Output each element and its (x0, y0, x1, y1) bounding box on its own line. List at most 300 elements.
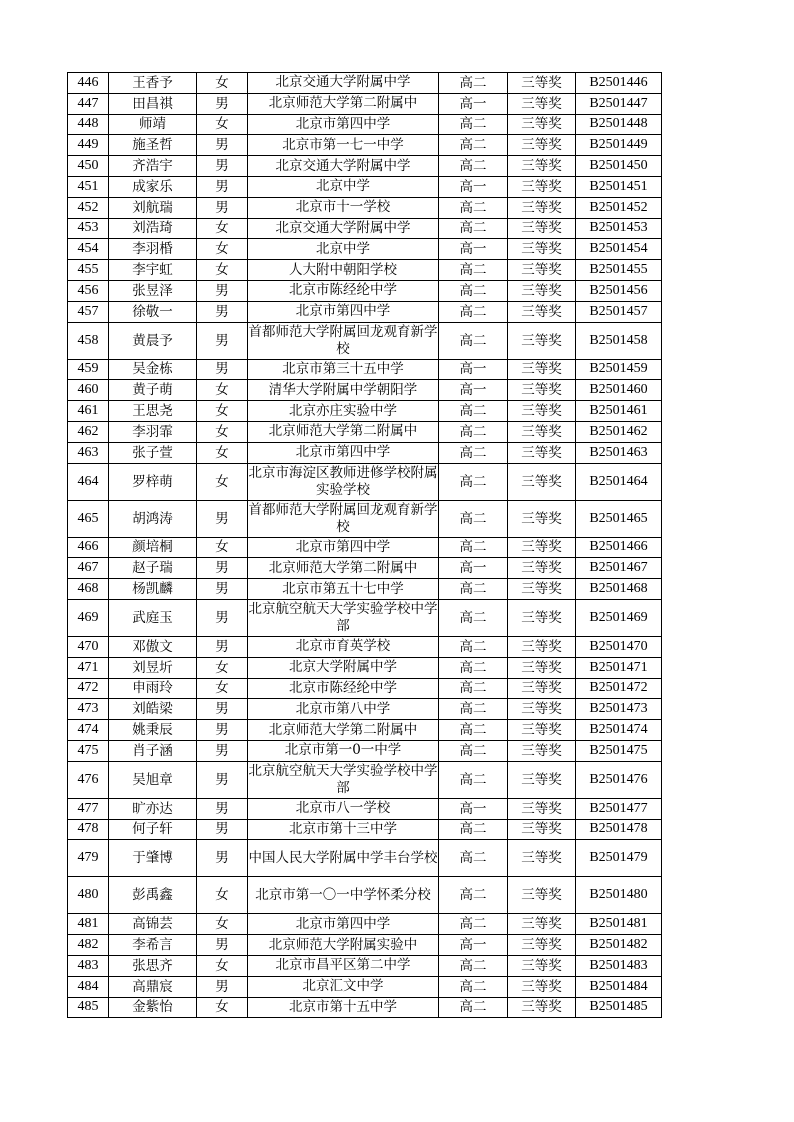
school-cell: 北京市第四中学 (248, 442, 439, 463)
school-cell: 北京师范大学第二附属中 (248, 421, 439, 442)
certificate-number-cell: B2501454 (576, 239, 662, 260)
table-row (68, 599, 662, 636)
name-cell: 黄子萌 (109, 380, 197, 401)
school-cell: 北京大学附属中学 (248, 657, 439, 678)
award-cell: 三等奖 (508, 720, 576, 741)
school-cell: 人大附中朝阳学校 (248, 260, 439, 281)
table-row (68, 579, 662, 600)
grade-cell: 高二 (439, 720, 508, 741)
table-row (68, 280, 662, 301)
name-cell: 颜培桐 (109, 537, 197, 558)
name-cell: 彭禹鑫 (109, 877, 197, 914)
award-cell: 三等奖 (508, 197, 576, 218)
certificate-number-cell: B2501453 (576, 218, 662, 239)
certificate-number-cell: B2501462 (576, 421, 662, 442)
gender-cell: 男 (197, 322, 248, 359)
grade-cell: 高二 (439, 740, 508, 761)
award-cell: 三等奖 (508, 93, 576, 114)
award-cell: 三等奖 (508, 678, 576, 699)
gender-cell: 男 (197, 935, 248, 956)
school-cell: 北京市第四中学 (248, 914, 439, 935)
grade-cell: 高二 (439, 322, 508, 359)
school-cell: 北京市育英学校 (248, 636, 439, 657)
name-cell: 李羽霏 (109, 421, 197, 442)
table-row (68, 359, 662, 380)
no-cell: 462 (68, 421, 109, 442)
gender-cell: 女 (197, 997, 248, 1018)
no-cell: 460 (68, 380, 109, 401)
table-row (68, 421, 662, 442)
award-cell: 三等奖 (508, 135, 576, 156)
name-cell: 刘浩琦 (109, 218, 197, 239)
table-row (68, 819, 662, 840)
school-cell: 北京市陈经纶中学 (248, 280, 439, 301)
table-row (68, 997, 662, 1018)
gender-cell: 女 (197, 442, 248, 463)
name-cell: 杨凯麟 (109, 579, 197, 600)
no-cell: 479 (68, 840, 109, 877)
gender-cell: 男 (197, 176, 248, 197)
grade-cell: 高一 (439, 798, 508, 819)
award-cell: 三等奖 (508, 280, 576, 301)
grade-cell: 高二 (439, 997, 508, 1018)
table-row (68, 840, 662, 877)
no-cell: 475 (68, 740, 109, 761)
award-cell: 三等奖 (508, 558, 576, 579)
table-row (68, 976, 662, 997)
name-cell: 张昱泽 (109, 280, 197, 301)
award-cell: 三等奖 (508, 840, 576, 877)
table-row (68, 678, 662, 699)
certificate-number-cell: B2501471 (576, 657, 662, 678)
grade-cell: 高二 (439, 301, 508, 322)
award-cell: 三等奖 (508, 914, 576, 935)
name-cell: 师靖 (109, 114, 197, 135)
gender-cell: 女 (197, 114, 248, 135)
award-cell: 三等奖 (508, 322, 576, 359)
school-cell: 北京交通大学附属中学 (248, 218, 439, 239)
table-row (68, 301, 662, 322)
gender-cell: 女 (197, 260, 248, 281)
table-row (68, 322, 662, 359)
gender-cell: 男 (197, 93, 248, 114)
no-cell: 482 (68, 935, 109, 956)
name-cell: 胡鸿涛 (109, 500, 197, 537)
certificate-number-cell: B2501472 (576, 678, 662, 699)
award-cell: 三等奖 (508, 761, 576, 798)
no-cell: 478 (68, 819, 109, 840)
certificate-number-cell: B2501459 (576, 359, 662, 380)
gender-cell: 男 (197, 798, 248, 819)
table-row (68, 914, 662, 935)
gender-cell: 女 (197, 380, 248, 401)
award-cell: 三等奖 (508, 218, 576, 239)
no-cell: 463 (68, 442, 109, 463)
name-cell: 赵子瑞 (109, 558, 197, 579)
school-cell: 北京市海淀区教师进修学校附属实验学校 (248, 463, 439, 500)
certificate-number-cell: B2501480 (576, 877, 662, 914)
grade-cell: 高二 (439, 421, 508, 442)
no-cell: 455 (68, 260, 109, 281)
certificate-number-cell: B2501475 (576, 740, 662, 761)
no-cell: 448 (68, 114, 109, 135)
gender-cell: 男 (197, 280, 248, 301)
grade-cell: 高二 (439, 135, 508, 156)
grade-cell: 高二 (439, 537, 508, 558)
grade-cell: 高一 (439, 176, 508, 197)
certificate-number-cell: B2501476 (576, 761, 662, 798)
gender-cell: 男 (197, 761, 248, 798)
no-cell: 461 (68, 401, 109, 422)
school-cell: 北京市十一学校 (248, 197, 439, 218)
gender-cell: 女 (197, 463, 248, 500)
grade-cell: 高二 (439, 599, 508, 636)
gender-cell: 男 (197, 156, 248, 177)
name-cell: 刘皓梁 (109, 699, 197, 720)
award-cell: 三等奖 (508, 260, 576, 281)
table-row (68, 239, 662, 260)
no-cell: 447 (68, 93, 109, 114)
certificate-number-cell: B2501473 (576, 699, 662, 720)
name-cell: 李希言 (109, 935, 197, 956)
table-row (68, 740, 662, 761)
name-cell: 施圣哲 (109, 135, 197, 156)
table-row (68, 699, 662, 720)
gender-cell: 男 (197, 976, 248, 997)
certificate-number-cell: B2501466 (576, 537, 662, 558)
school-cell: 北京航空航天大学实验学校中学部 (248, 599, 439, 636)
table-row (68, 877, 662, 914)
no-cell: 480 (68, 877, 109, 914)
gender-cell: 女 (197, 401, 248, 422)
no-cell: 472 (68, 678, 109, 699)
gender-cell: 男 (197, 359, 248, 380)
no-cell: 457 (68, 301, 109, 322)
school-cell: 北京汇文中学 (248, 976, 439, 997)
gender-cell: 男 (197, 840, 248, 877)
name-cell: 金紫怡 (109, 997, 197, 1018)
table-row (68, 537, 662, 558)
no-cell: 466 (68, 537, 109, 558)
no-cell: 454 (68, 239, 109, 260)
award-cell: 三等奖 (508, 156, 576, 177)
school-cell: 北京市第一〇一中学怀柔分校 (248, 877, 439, 914)
table-row (68, 657, 662, 678)
award-cell: 三等奖 (508, 442, 576, 463)
name-cell: 成家乐 (109, 176, 197, 197)
grade-cell: 高二 (439, 500, 508, 537)
certificate-number-cell: B2501451 (576, 176, 662, 197)
school-cell: 北京市第十五中学 (248, 997, 439, 1018)
name-cell: 姚秉辰 (109, 720, 197, 741)
name-cell: 武庭玉 (109, 599, 197, 636)
award-cell: 三等奖 (508, 955, 576, 976)
gender-cell: 男 (197, 599, 248, 636)
certificate-number-cell: B2501456 (576, 280, 662, 301)
name-cell: 王香予 (109, 73, 197, 94)
certificate-number-cell: B2501457 (576, 301, 662, 322)
gender-cell: 男 (197, 197, 248, 218)
table-row (68, 955, 662, 976)
school-cell: 北京市第三十五中学 (248, 359, 439, 380)
award-cell: 三等奖 (508, 421, 576, 442)
gender-cell: 女 (197, 678, 248, 699)
award-cell: 三等奖 (508, 73, 576, 94)
grade-cell: 高一 (439, 380, 508, 401)
grade-cell: 高二 (439, 976, 508, 997)
gender-cell: 女 (197, 239, 248, 260)
certificate-number-cell: B2501461 (576, 401, 662, 422)
school-cell: 北京中学 (248, 239, 439, 260)
table-row (68, 176, 662, 197)
no-cell: 449 (68, 135, 109, 156)
certificate-number-cell: B2501450 (576, 156, 662, 177)
name-cell: 何子轩 (109, 819, 197, 840)
name-cell: 张子萱 (109, 442, 197, 463)
grade-cell: 高一 (439, 558, 508, 579)
school-cell: 北京市第八中学 (248, 699, 439, 720)
no-cell: 451 (68, 176, 109, 197)
table-row (68, 442, 662, 463)
certificate-number-cell: B2501474 (576, 720, 662, 741)
award-cell: 三等奖 (508, 798, 576, 819)
no-cell: 470 (68, 636, 109, 657)
no-cell: 476 (68, 761, 109, 798)
grade-cell: 高二 (439, 877, 508, 914)
grade-cell: 高一 (439, 239, 508, 260)
school-cell: 北京市陈经纶中学 (248, 678, 439, 699)
certificate-number-cell: B2501464 (576, 463, 662, 500)
school-cell: 北京市第一七一中学 (248, 135, 439, 156)
no-cell: 456 (68, 280, 109, 301)
no-cell: 468 (68, 579, 109, 600)
certificate-number-cell: B2501448 (576, 114, 662, 135)
gender-cell: 女 (197, 218, 248, 239)
name-cell: 刘航瑞 (109, 197, 197, 218)
table-row (68, 93, 662, 114)
certificate-number-cell: B2501479 (576, 840, 662, 877)
grade-cell: 高一 (439, 359, 508, 380)
award-cell: 三等奖 (508, 740, 576, 761)
name-cell: 张思齐 (109, 955, 197, 976)
school-cell: 北京市八一学校 (248, 798, 439, 819)
school-cell: 北京市第四中学 (248, 301, 439, 322)
certificate-number-cell: B2501482 (576, 935, 662, 956)
school-cell: 北京中学 (248, 176, 439, 197)
no-cell: 481 (68, 914, 109, 935)
table-row (68, 636, 662, 657)
grade-cell: 高二 (439, 156, 508, 177)
name-cell: 刘昱圻 (109, 657, 197, 678)
grade-cell: 高二 (439, 260, 508, 281)
name-cell: 于肇博 (109, 840, 197, 877)
certificate-number-cell: B2501446 (576, 73, 662, 94)
grade-cell: 高二 (439, 280, 508, 301)
award-cell: 三等奖 (508, 599, 576, 636)
school-cell: 北京亦庄实验中学 (248, 401, 439, 422)
school-cell: 北京交通大学附属中学 (248, 73, 439, 94)
school-cell: 中国人民大学附属中学丰台学校 (248, 840, 439, 877)
award-cell: 三等奖 (508, 935, 576, 956)
award-cell: 三等奖 (508, 401, 576, 422)
no-cell: 483 (68, 955, 109, 976)
table-row (68, 463, 662, 500)
table-row (68, 720, 662, 741)
name-cell: 旷亦达 (109, 798, 197, 819)
gender-cell: 男 (197, 699, 248, 720)
award-list-table (67, 72, 662, 1018)
certificate-number-cell: B2501481 (576, 914, 662, 935)
no-cell: 473 (68, 699, 109, 720)
grade-cell: 高二 (439, 914, 508, 935)
school-cell: 北京市第四中学 (248, 114, 439, 135)
certificate-number-cell: B2501449 (576, 135, 662, 156)
gender-cell: 女 (197, 73, 248, 94)
gender-cell: 男 (197, 819, 248, 840)
certificate-number-cell: B2501468 (576, 579, 662, 600)
award-cell: 三等奖 (508, 877, 576, 914)
table-row (68, 798, 662, 819)
table-row (68, 500, 662, 537)
name-cell: 肖子涵 (109, 740, 197, 761)
school-cell: 北京市第一0一中学 (248, 740, 439, 761)
table-row (68, 401, 662, 422)
grade-cell: 高二 (439, 636, 508, 657)
grade-cell: 高二 (439, 699, 508, 720)
school-cell: 北京交通大学附属中学 (248, 156, 439, 177)
certificate-number-cell: B2501463 (576, 442, 662, 463)
gender-cell: 女 (197, 914, 248, 935)
no-cell: 471 (68, 657, 109, 678)
grade-cell: 高二 (439, 955, 508, 976)
grade-cell: 高二 (439, 761, 508, 798)
gender-cell: 女 (197, 877, 248, 914)
school-cell: 北京市第十三中学 (248, 819, 439, 840)
award-cell: 三等奖 (508, 657, 576, 678)
name-cell: 吴金栋 (109, 359, 197, 380)
name-cell: 高鼎宸 (109, 976, 197, 997)
gender-cell: 男 (197, 301, 248, 322)
award-cell: 三等奖 (508, 976, 576, 997)
certificate-number-cell: B2501484 (576, 976, 662, 997)
award-cell: 三等奖 (508, 997, 576, 1018)
certificate-number-cell: B2501469 (576, 599, 662, 636)
no-cell: 452 (68, 197, 109, 218)
certificate-number-cell: B2501478 (576, 819, 662, 840)
no-cell: 450 (68, 156, 109, 177)
gender-cell: 男 (197, 579, 248, 600)
no-cell: 469 (68, 599, 109, 636)
name-cell: 徐敬一 (109, 301, 197, 322)
grade-cell: 高二 (439, 114, 508, 135)
grade-cell: 高一 (439, 935, 508, 956)
grade-cell: 高二 (439, 579, 508, 600)
school-cell: 北京师范大学第二附属中 (248, 720, 439, 741)
no-cell: 464 (68, 463, 109, 500)
name-cell: 吴旭章 (109, 761, 197, 798)
no-cell: 477 (68, 798, 109, 819)
school-cell: 北京航空航天大学实验学校中学部 (248, 761, 439, 798)
school-cell: 北京市第四中学 (248, 537, 439, 558)
table-row (68, 935, 662, 956)
certificate-number-cell: B2501460 (576, 380, 662, 401)
grade-cell: 高二 (439, 442, 508, 463)
no-cell: 485 (68, 997, 109, 1018)
gender-cell: 女 (197, 657, 248, 678)
gender-cell: 男 (197, 740, 248, 761)
certificate-number-cell: B2501458 (576, 322, 662, 359)
no-cell: 458 (68, 322, 109, 359)
table-body (68, 73, 662, 1018)
name-cell: 罗梓萌 (109, 463, 197, 500)
school-cell: 北京师范大学附属实验中 (248, 935, 439, 956)
school-cell: 北京师范大学第二附属中 (248, 558, 439, 579)
grade-cell: 高二 (439, 463, 508, 500)
school-cell: 北京市昌平区第二中学 (248, 955, 439, 976)
certificate-number-cell: B2501455 (576, 260, 662, 281)
school-cell: 首都师范大学附属回龙观育新学校 (248, 500, 439, 537)
certificate-number-cell: B2501485 (576, 997, 662, 1018)
grade-cell: 高二 (439, 197, 508, 218)
gender-cell: 男 (197, 500, 248, 537)
certificate-number-cell: B2501467 (576, 558, 662, 579)
table-row (68, 260, 662, 281)
table-row (68, 114, 662, 135)
award-cell: 三等奖 (508, 579, 576, 600)
award-cell: 三等奖 (508, 463, 576, 500)
award-cell: 三等奖 (508, 301, 576, 322)
gender-cell: 男 (197, 135, 248, 156)
no-cell: 459 (68, 359, 109, 380)
no-cell: 446 (68, 73, 109, 94)
name-cell: 黄晨予 (109, 322, 197, 359)
award-cell: 三等奖 (508, 699, 576, 720)
no-cell: 474 (68, 720, 109, 741)
table-row (68, 218, 662, 239)
gender-cell: 男 (197, 720, 248, 741)
grade-cell: 高二 (439, 218, 508, 239)
school-cell: 北京师范大学第二附属中 (248, 93, 439, 114)
no-cell: 453 (68, 218, 109, 239)
grade-cell: 高二 (439, 73, 508, 94)
grade-cell: 高一 (439, 93, 508, 114)
award-cell: 三等奖 (508, 359, 576, 380)
award-cell: 三等奖 (508, 176, 576, 197)
school-cell: 首都师范大学附属回龙观育新学校 (248, 322, 439, 359)
certificate-number-cell: B2501465 (576, 500, 662, 537)
table-row (68, 156, 662, 177)
award-cell: 三等奖 (508, 114, 576, 135)
certificate-number-cell: B2501470 (576, 636, 662, 657)
award-cell: 三等奖 (508, 819, 576, 840)
table-row (68, 197, 662, 218)
school-cell: 清华大学附属中学朝阳学 (248, 380, 439, 401)
table-row (68, 558, 662, 579)
certificate-number-cell: B2501477 (576, 798, 662, 819)
award-cell: 三等奖 (508, 636, 576, 657)
gender-cell: 女 (197, 955, 248, 976)
certificate-number-cell: B2501483 (576, 955, 662, 976)
award-cell: 三等奖 (508, 239, 576, 260)
name-cell: 王思尧 (109, 401, 197, 422)
name-cell: 齐浩宇 (109, 156, 197, 177)
gender-cell: 男 (197, 558, 248, 579)
name-cell: 李宇虹 (109, 260, 197, 281)
certificate-number-cell: B2501452 (576, 197, 662, 218)
school-cell: 北京市第五十七中学 (248, 579, 439, 600)
grade-cell: 高二 (439, 819, 508, 840)
gender-cell: 男 (197, 636, 248, 657)
